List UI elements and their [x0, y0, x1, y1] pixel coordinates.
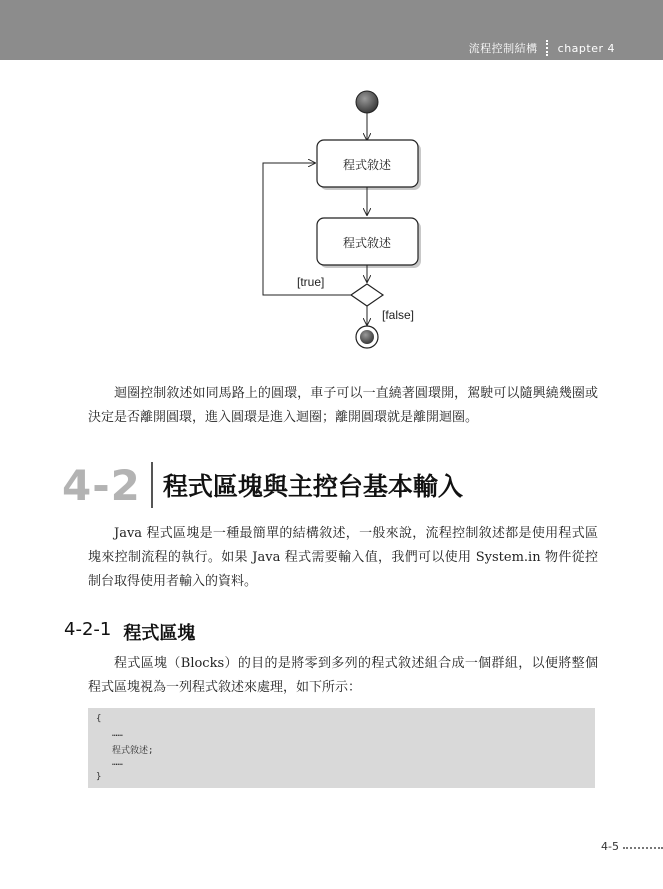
subsection-heading [64, 619, 195, 645]
running-head [469, 40, 615, 56]
subsection-title: 程式區塊 [123, 623, 196, 644]
end-node-core [360, 330, 374, 344]
activity-diagram-svg [0, 60, 663, 360]
subsection-paragraph: 程式區塊（Blocks）的目的是將零到多列的程式敘述組合成一個群組，以便將整個程式區塊視為一列程式敘述來處理，如下所示： [88, 656, 598, 695]
page-footer [601, 840, 663, 853]
code-line: { [96, 714, 102, 724]
activity-diagram [0, 60, 663, 360]
footer-dots [623, 847, 663, 849]
section-number: 4-2 [62, 460, 141, 510]
action-top-label: 程式敘述 [342, 158, 391, 172]
code-line: } [96, 772, 102, 782]
code-line: …… [112, 729, 123, 739]
code-line: …… [112, 758, 123, 768]
guard-true-label: [true] [297, 275, 325, 289]
page-header [0, 0, 663, 60]
running-head-separator [546, 40, 550, 56]
code-line: 程式敘述; [112, 746, 154, 756]
section-heading [62, 457, 602, 513]
start-node [356, 91, 378, 113]
subsection-number: 4-2-1 [64, 619, 112, 640]
chapter-label: chapter 4 [557, 41, 615, 55]
guard-false-label: [false] [382, 308, 415, 322]
page-number: 4-5 [601, 840, 619, 853]
action-bottom-label: 程式敘述 [342, 236, 391, 250]
intro-paragraph: 迴圈控制敘述如同馬路上的圓環，車子可以一直繞著圓環開，駕駛可以隨興繞幾圈或決定是否離開圓環，進入圓環是進入迴圈；離開圓環就是離開迴圈。 [88, 386, 598, 425]
decision-node [351, 284, 383, 306]
section-title: 程式區塊與主控台基本輸入 [162, 472, 463, 501]
code-block [88, 708, 595, 788]
section-divider [151, 462, 153, 508]
chapter-title: 流程控制結構 [468, 42, 538, 55]
section-paragraph: Java 程式區塊是一種最簡單的結構敘述，一般來說，流程控制敘述都是使用程式區塊來控制流程的執行。如果 Java 程式需要輸入值，我們可以使用 System.in 物件從控制台取得使用者輸入的資料。 [88, 526, 598, 589]
